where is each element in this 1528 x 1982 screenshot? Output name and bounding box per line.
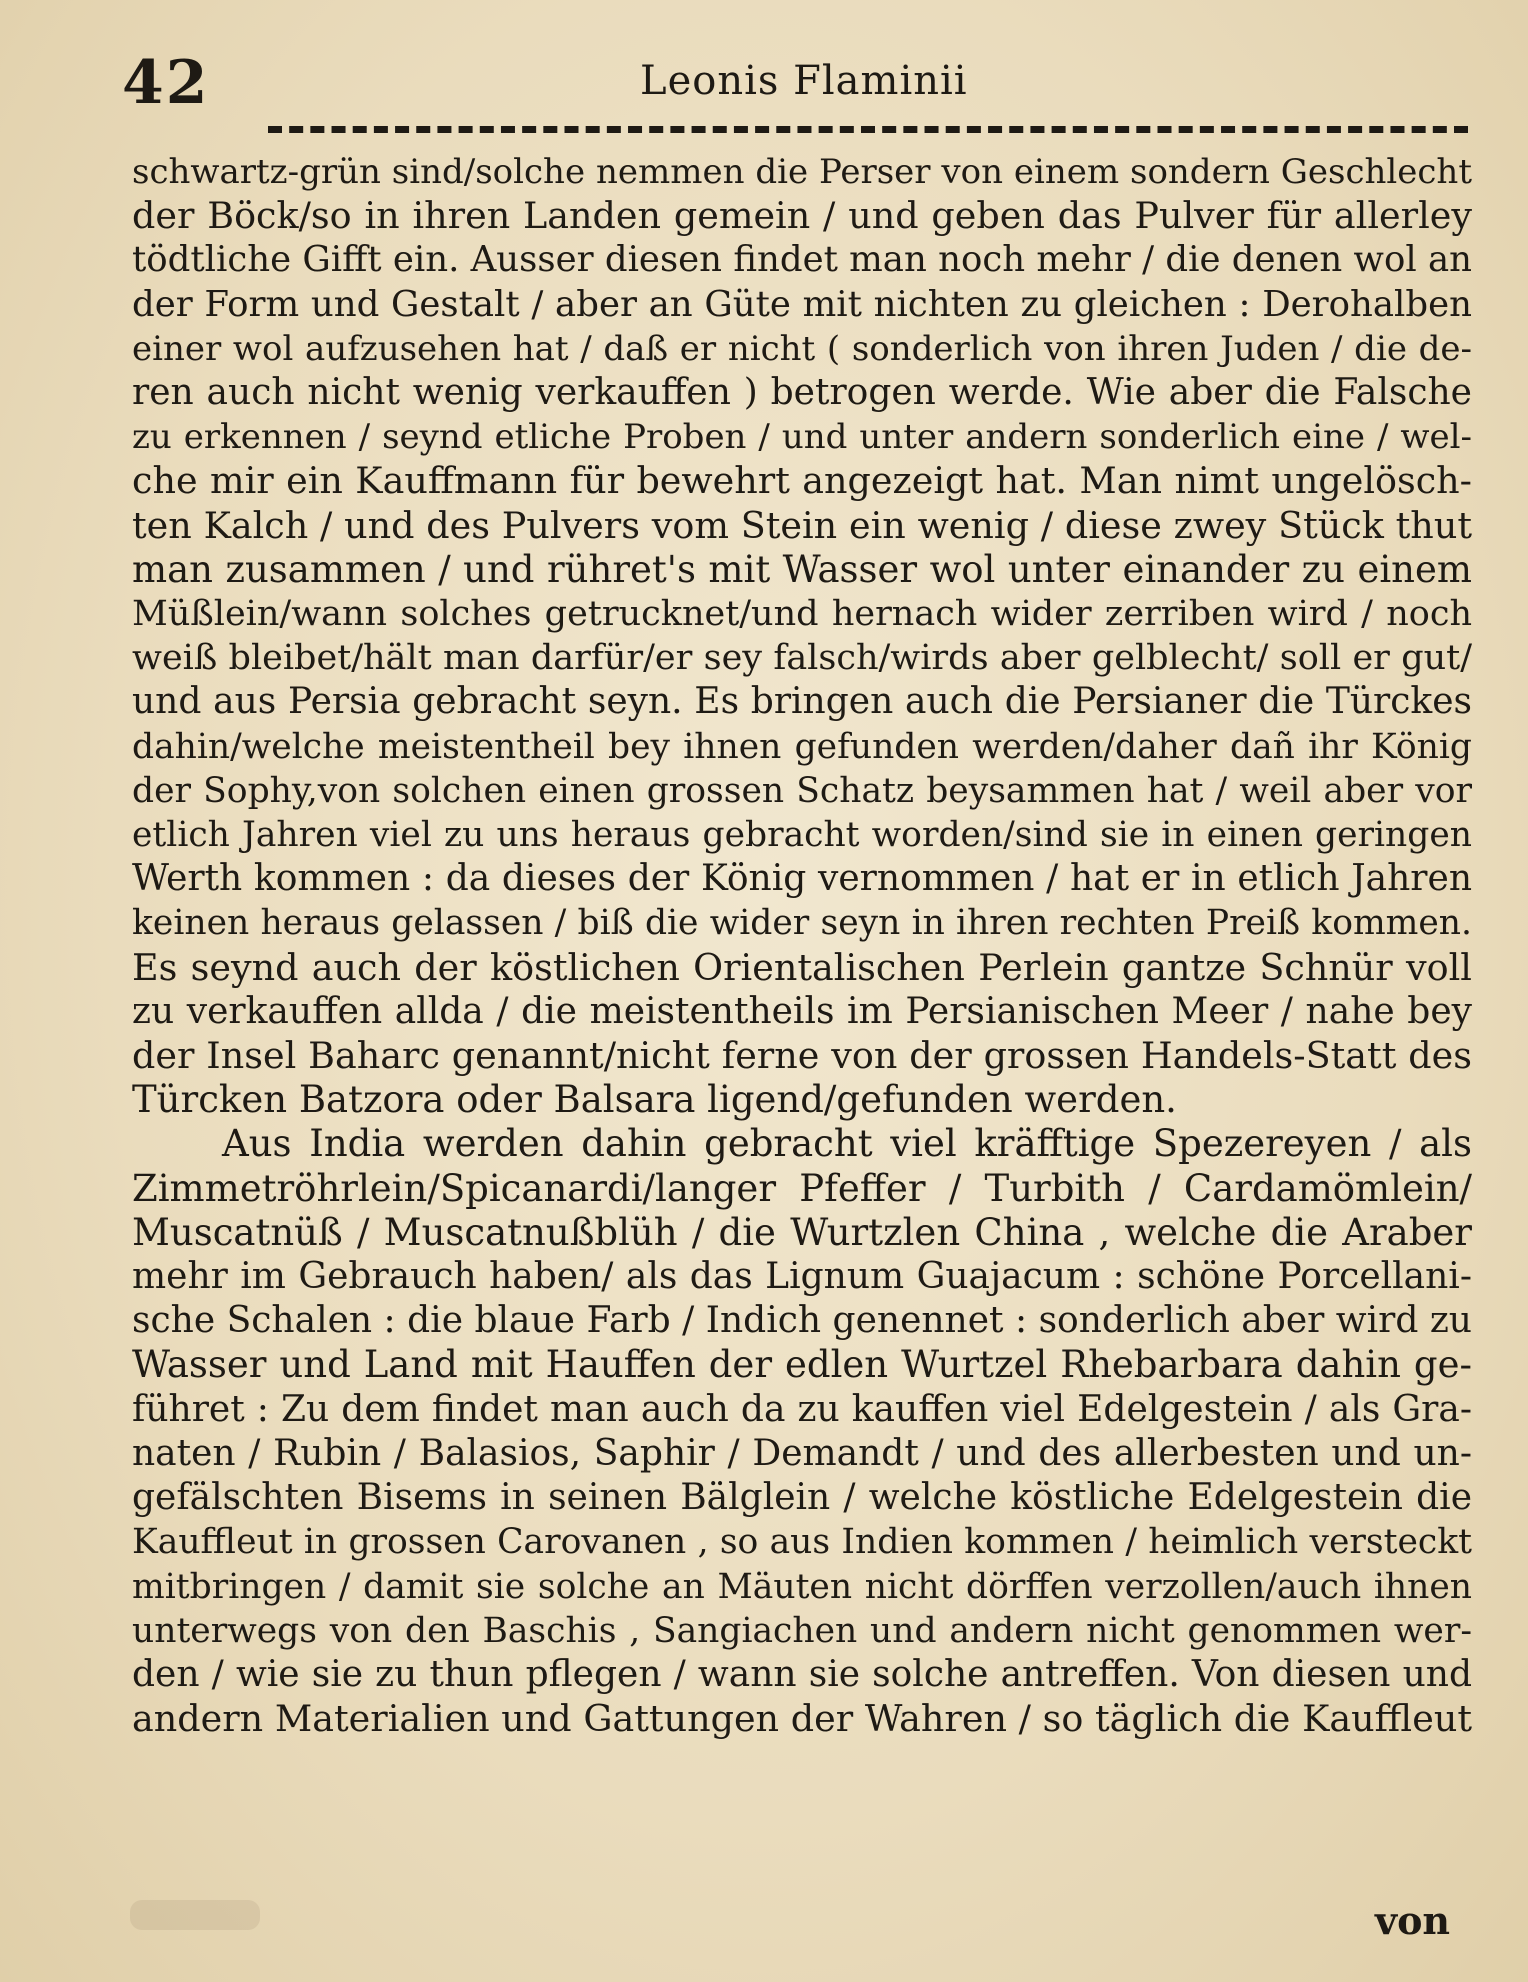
text-line: einer wol aufzusehen hat / daß er nicht ( sonderlich von ihren Juden / die de- — [132, 328, 1472, 369]
text-line: etlich Jahren viel zu uns heraus gebracht worden/sind sie in einen geringen — [132, 815, 1472, 856]
text-line: Werth kommen : da dieses der König vernommen / hat er in etlich Jahren — [132, 858, 1472, 900]
page-number: 42 — [122, 48, 210, 118]
text-line: führet : Zu dem findet man auch da zu kauffen viel Edelgestein / als Gra- — [132, 1388, 1472, 1430]
text-line: dahin/welche meistentheil bey ihnen gefunden werden/daher dañ ihr König — [132, 726, 1472, 767]
text-line: weiß bleibet/hält man darfür/er sey falsch/wirds aber gelblecht/ soll er gut/ — [132, 638, 1472, 679]
text-line: unterwegs von den Baschis , Sangiachen und andern nicht genommen wer- — [132, 1610, 1472, 1651]
text-line: Müßlein/wann solches getrucknet/und hernach wider zerriben wird / noch — [132, 594, 1472, 635]
text-line: den / wie sie zu thun pflegen / wann sie solche antreffen. Von diesen und — [132, 1653, 1472, 1695]
text-line: zu verkauffen allda / die meistentheils im Persianischen Meer / nahe bey — [132, 990, 1472, 1032]
text-line: Es seynd auch der köstlichen Orientalischen Perlein gantze Schnür voll — [132, 945, 1472, 989]
text-line: ren auch nicht wenig verkauffen ) betrogen werde. Wie aber die Falsche — [132, 372, 1472, 414]
ink-stain — [130, 1900, 260, 1930]
text-line: mitbringen / damit sie solche an Mäuten nicht dörffen verzollen/auch ihnen — [132, 1566, 1472, 1607]
header-rule — [268, 126, 1468, 133]
text-line: der Form und Gestalt / aber an Güte mit nichten zu gleichen : Derohalben — [132, 283, 1472, 325]
text-line: Muscatnüß / Muscatnußblüh / die Wurtzlen China , welche die Araber — [132, 1210, 1472, 1254]
running-head: Leonis Flaminii — [640, 58, 968, 104]
text-line: der Insel Baharc genannt/nicht ferne von der grossen Handels-Statt des — [132, 1034, 1472, 1078]
text-line: Zimmetröhrlein/Spicanardi/langer Pfeffer / Turbith / Cardamömlein/ — [132, 1166, 1472, 1210]
text-line: che mir ein Kauffmann für bewehrt angezeigt hat. Man nimt ungelösch- — [132, 459, 1472, 503]
catchword: von — [1375, 1898, 1451, 1943]
text-line: der Böck/so in ihren Landen gemein / und geben das Pulver für allerley — [132, 194, 1472, 238]
text-line: naten / Rubin / Balasios, Saphir / Demandt / und des allerbesten und un- — [132, 1432, 1472, 1474]
text-line: mehr im Gebrauch haben/ als das Lignum Guajacum : schöne Porcellani- — [132, 1256, 1472, 1298]
text-line: Kauffleut in grossen Carovanen , so aus Indien kommen / heimlich versteckt — [132, 1522, 1472, 1563]
text-line: zu erkennen / seynd etliche Proben / und unter andern sonderlich eine / wel- — [132, 417, 1472, 458]
text-line: und aus Persia gebracht seyn. Es bringen auch die Persianer die Türckes — [132, 681, 1472, 723]
text-line: Aus India werden dahin gebracht viel kräfftige Spezereyen / als — [222, 1122, 1472, 1166]
text-line: sche Schalen : die blaue Farb / Indich genennet : sonderlich aber wird zu — [132, 1300, 1472, 1342]
text-line: ten Kalch / und des Pulvers vom Stein ein wenig / diese zwey Stück thut — [132, 503, 1472, 547]
text-line: gefälschten Bisems in seinen Bälglein / welche köstliche Edelgestein die — [132, 1477, 1472, 1519]
text-line: tödtliche Gifft ein. Ausser diesen findet man noch mehr / die denen wol an — [132, 239, 1472, 281]
text-line: der Sophy,von solchen einen grossen Schatz beysammen hat / weil aber vor — [132, 770, 1472, 811]
text-line: Türcken Batzora oder Balsara ligend/gefunden werden. — [132, 1078, 1177, 1122]
text-line: andern Materialien und Gattungen der Wahren / so täglich die Kauffleut — [132, 1697, 1472, 1741]
text-line: keinen heraus gelassen / biß die wider seyn in ihren rechten Preiß kommen. — [132, 903, 1472, 944]
text-line: Wasser und Land mit Hauffen der edlen Wurtzel Rhebarbara dahin ge- — [132, 1343, 1472, 1387]
text-line: man zusammen / und rühret's mit Wasser wol unter einander zu einem — [132, 547, 1472, 591]
body-text — [132, 150, 1472, 1741]
text-line: schwartz-grün sind/solche nemmen die Perser von einem sondern Geschlecht — [132, 152, 1472, 192]
